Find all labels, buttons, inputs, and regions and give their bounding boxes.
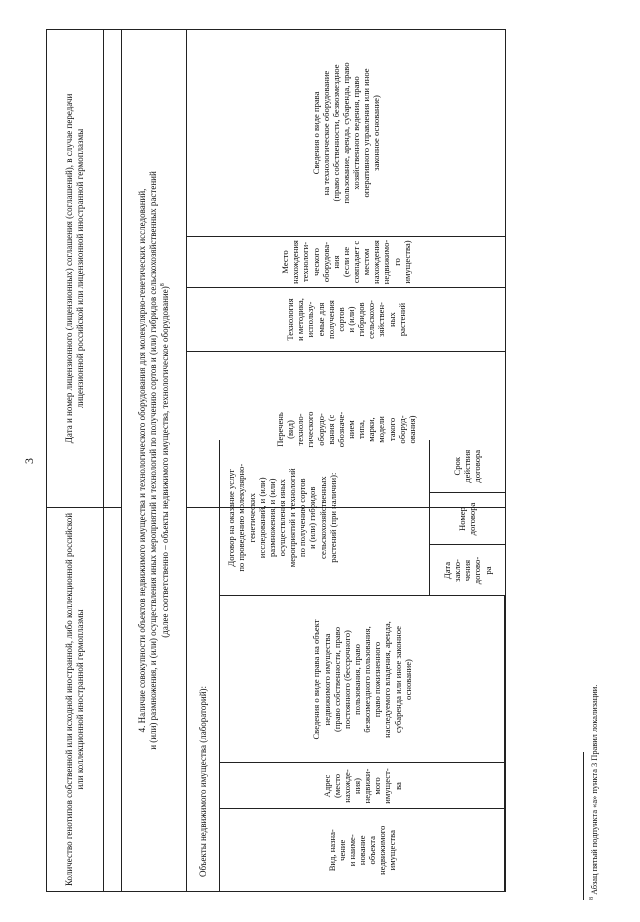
col-service-contract: Договор на оказание услуг по проведению молекулярно- генетических исследований, и (или) размножения, и (или) осуществления иных мероприятий и технологий по получению сортов и (или) гибридов сельскохозяйственных растений (при наличии):: [220, 440, 430, 596]
section-4-heading: [122, 29, 187, 891]
col-object-address: Адрес (место нахожде- ния) недвижи- мого имущест- ва: [220, 763, 505, 809]
section-4-title: 4. Наличие совокупности объектов недвижимого имущества и технологического оборудования для молекулярно-генетических исследований, и (или) размножения, и (или) осуществления иных мероприятий и технологий по получению сортов и (или) гибридов сельскохозяйственных растений (далее соответственно – объекты недвижимого имущества, технологическое оборудование): [136, 171, 170, 750]
col-technology: Технология и методика, использу- емые для получения сортов и (или) гибридов сельскохо- зяйствен- ных растений: [187, 287, 506, 351]
footnote-reference: 8: [159, 283, 166, 287]
license-agreement-header: Дата и номер лицензионного (лицензионных) соглашения (соглашений), в случае передачи лицензионной российской или лицензионной иностранной гермоплазмы: [47, 29, 104, 507]
germplasm-count-header: Количество генотипов собственной или исходной иностранной, либо коллекционной российской или коллекционной иностранной гермоплазмы: [47, 507, 104, 891]
real-estate-objects-title: Объекты недвижимого имущества (лабораторий):: [187, 440, 220, 891]
col-object-type: Вид, назна- чение и наиме- нование объекта недвижимого имущества: [220, 809, 505, 891]
col-equipment-location: Место нахождения технологи- ческого оборудова- ния (если не совпадает с местом нахождения недвижимо- го имущества): [187, 236, 506, 287]
col-contract-number: Номер договора: [430, 493, 505, 545]
col-contract-date: Дата закло- чения догово- ра: [430, 545, 505, 596]
footnote: [590, 685, 599, 900]
col-equipment-list: Перечень (вид) техноло- гического оборудо- вания (с обозначе- нием типа, марки, модели такого оборуд- ования): [187, 351, 506, 507]
page-number: 3: [22, 458, 36, 464]
license-agreement-value-cell: [104, 29, 122, 507]
footnote-text: Абзац пятый подпункта «а» пункта 3 Правил локализации.: [590, 684, 599, 897]
footnote-mark: 8: [589, 897, 596, 900]
germplasm-count-value-cell: [104, 507, 122, 891]
localization-form-table: [46, 29, 506, 892]
footnote-separator: [583, 752, 584, 900]
col-equipment-right: Сведения о виде права на технологическое оборудование (право собственности, безвозмездное пользование, аренда, субаренда, право хозяйственного ведения, право оперативного управления или иное законное основание): [187, 29, 506, 236]
col-object-right: Сведения о виде права на объект недвижимого имущества (право собственности, право постоянного (бессрочного) пользования, право безвозмездного пользования, право пожизненного наследуемого владения, аренда, субаренда или иное законное основание): [220, 596, 505, 763]
real-estate-objects-block: [187, 449, 506, 891]
col-contract-term: Срок действия договора: [430, 440, 505, 493]
real-estate-objects-table: [187, 440, 505, 891]
